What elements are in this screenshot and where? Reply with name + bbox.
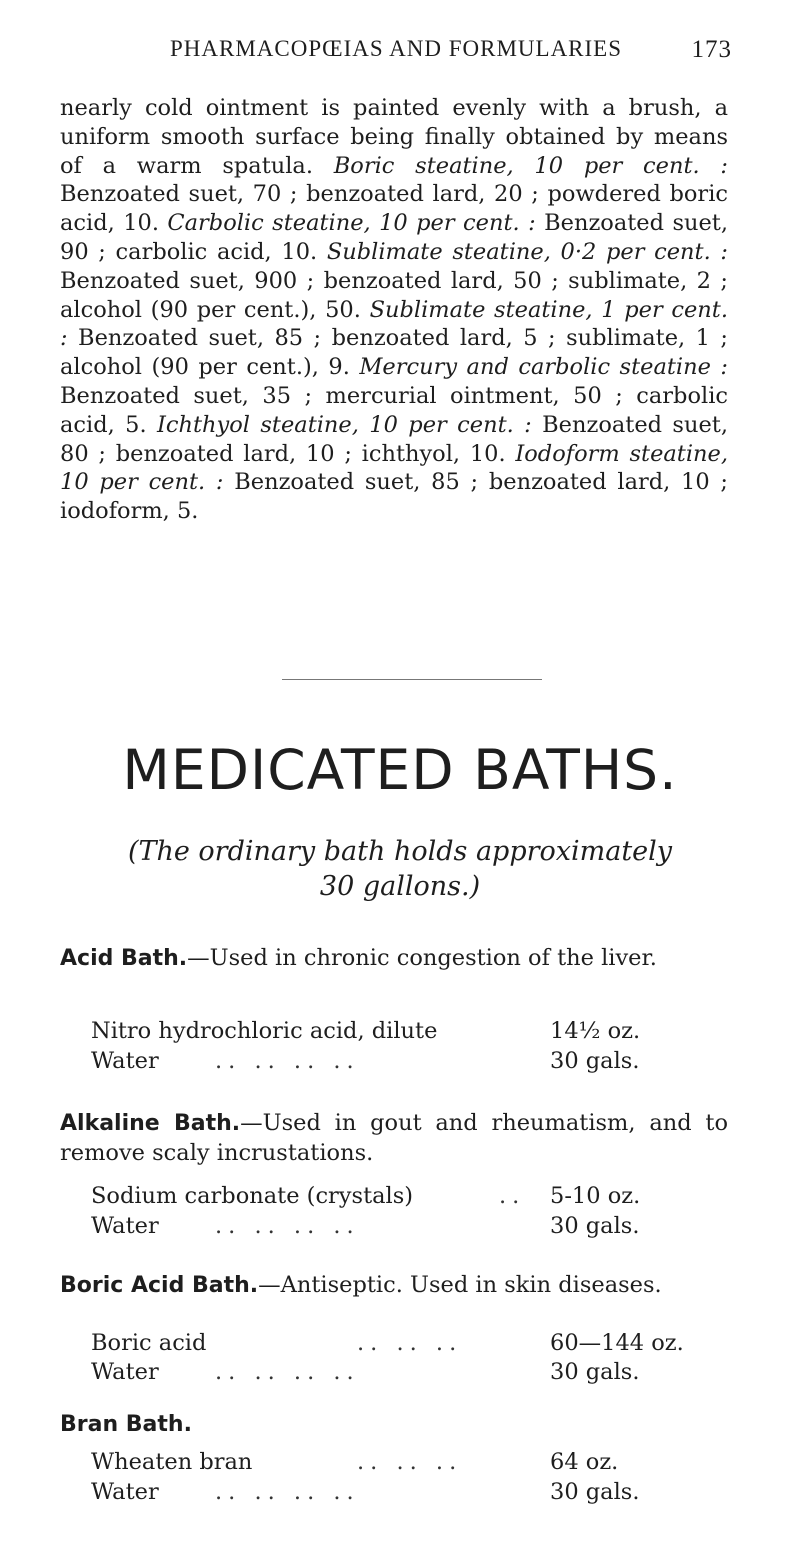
quantity: 30 gals. — [550, 1359, 640, 1385]
quantity: 14½ oz. — [550, 1018, 641, 1044]
intro-text: nearly cold ointment is painted evenly with a brush, a uniform smooth surface being finally obtained by means of a warm spatula. — [60, 95, 728, 179]
subtitle-line: 30 gallons.) — [319, 871, 481, 902]
leader-dots: .. — [499, 1183, 526, 1209]
intro-paragraph — [60, 94, 728, 526]
section-divider — [282, 679, 542, 680]
formula-name: Ichthyol steatine, 10 per cent. : — [157, 411, 532, 438]
quantity: 5-10 oz. — [550, 1183, 641, 1209]
section-subtitle — [0, 834, 800, 904]
leader-dots: .. .. .. — [357, 1449, 463, 1475]
formula-name: Sublimate steatine, 1 per cent. : — [60, 296, 728, 352]
leader-dots: .. .. .. — [357, 1330, 463, 1356]
bath-name: Acid Bath. — [60, 946, 188, 971]
quantity: 60—144 oz. — [550, 1330, 684, 1356]
formula-row — [91, 1047, 731, 1077]
leader-dots: .. .. .. .. — [215, 1213, 360, 1239]
running-head: PHARMACOPŒIAS AND FORMULARIES — [169, 36, 623, 61]
intro-text: Benzoated suet, 70 ; benzoated lard, 20 ; powdered boric acid, 10. — [60, 181, 728, 237]
section-title: MEDICATED BATHS. — [122, 738, 678, 802]
alkaline-bath-heading — [60, 1109, 728, 1168]
bran-bath-heading: Bran Bath. — [60, 1412, 192, 1437]
subtitle-line: (The ordinary bath holds approximately — [127, 836, 673, 867]
quantity: 64 oz. — [550, 1449, 619, 1475]
formula-name: Boric steatine, 10 per cent. : — [333, 152, 728, 179]
ingredient: Boric acid — [91, 1330, 207, 1356]
formula-row — [91, 1358, 731, 1388]
formula-row — [91, 1182, 731, 1212]
acid-bath-heading — [60, 944, 728, 974]
ingredient: Sodium carbonate (crystals) — [91, 1183, 414, 1209]
quantity: 30 gals. — [550, 1479, 640, 1505]
leader-dots: .. .. .. .. — [215, 1479, 360, 1505]
leader-dots: .. .. .. .. — [215, 1359, 360, 1385]
boric-acid-bath-heading — [60, 1271, 728, 1301]
bath-description: —Antiseptic. Used in skin diseases. — [258, 1272, 662, 1298]
quantity: 30 gals. — [550, 1048, 640, 1074]
intro-text: Benzoated suet, 900 ; benzoated lard, 50 ; sublimate, 2 ; alcohol (90 per cent.), 50. — [60, 267, 728, 323]
formula-name: Iodoform steatine, 10 per cent. : — [60, 440, 728, 496]
ingredient: Water — [91, 1359, 159, 1385]
bath-name: Alkaline Bath. — [60, 1111, 241, 1136]
quantity: 30 gals. — [550, 1213, 640, 1239]
intro-text: Benzoated suet, 85 ; benzoated lard, 5 ; sublimate, 1 ; alcohol (90 per cent.), 9. — [60, 325, 728, 381]
bath-description: —Used in chronic congestion of the liver. — [187, 945, 657, 971]
formula-row — [91, 1017, 731, 1047]
formula-name: Carbolic steatine, 10 per cent. : — [167, 210, 536, 237]
formula-row — [91, 1329, 731, 1359]
ingredient: Water — [91, 1048, 159, 1074]
formula-name: Mercury and carbolic steatine : — [359, 354, 728, 381]
ingredient: Nitro hydrochloric acid, dilute — [91, 1018, 438, 1044]
ingredient: Wheaten bran — [91, 1449, 253, 1475]
page-number: 173 — [691, 36, 732, 63]
leader-dots: .. .. .. .. — [215, 1048, 360, 1074]
formula-name: Sublimate steatine, 0·2 per cent. : — [326, 238, 728, 265]
bath-description: —Used in gout and rheumatism, and to remove scaly incrustations. — [60, 1110, 728, 1166]
intro-text: Benzoated suet, 80 ; benzoated lard, 10 ; ichthyol, 10. — [60, 411, 728, 467]
formula-row — [91, 1212, 731, 1242]
intro-text: Benzoated suet, 35 ; mercurial ointment, 50 ; carbolic acid, 5. — [60, 382, 728, 438]
ingredient: Water — [91, 1479, 159, 1505]
formula-row — [91, 1448, 731, 1478]
intro-text: Benzoated suet, 90 ; carbolic acid, 10. — [60, 210, 728, 265]
formula-row — [91, 1478, 731, 1508]
page-header — [60, 36, 732, 62]
ingredient: Water — [91, 1213, 159, 1239]
bath-name: Boric Acid Bath. — [60, 1273, 259, 1298]
intro-text: Benzoated suet, 85 ; benzoated lard, 10 ; iodoform, 5. — [60, 469, 728, 525]
